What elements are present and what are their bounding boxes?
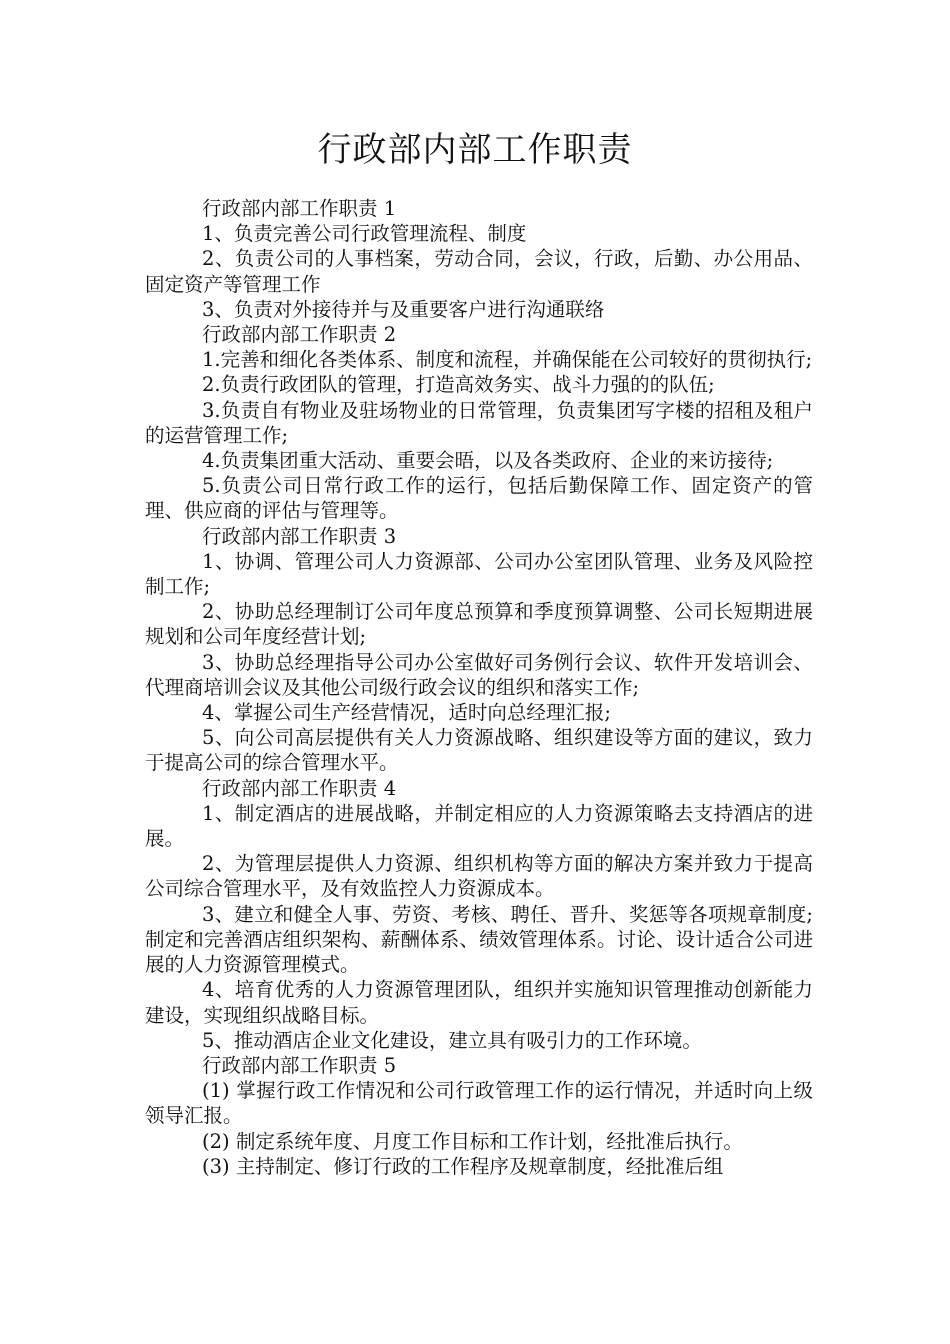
paragraph: (2) 制定系统年度、月度工作目标和工作计划，经批准后执行。 <box>202 1129 743 1153</box>
paragraph: 2、为管理层提供人力资源、组织机构等方面的解决方案并致力于提高公司综合管理水平，及有效监控人力资源成本。 <box>145 852 813 901</box>
section-heading: 行政部内部工作职责 5 <box>202 1053 397 1077</box>
paragraph: 1.完善和细化各类体系、制度和流程，并确保能在公司较好的贯彻执行; <box>202 348 813 372</box>
paragraph: 5、推动酒店企业文化建设，建立具有吸引力的工作环境。 <box>202 1028 702 1052</box>
paragraph: 1、负责完善公司行政管理流程、制度 <box>202 222 527 246</box>
paragraph: 4、培育优秀的人力资源管理团队，组织并实施知识管理推动创新能力建设，实现组织战略目标。 <box>145 978 813 1027</box>
section-heading: 行政部内部工作职责 1 <box>202 197 397 220</box>
paragraph: 3、建立和健全人事、劳资、考核、聘任、晋升、奖惩等各项规章制度;制定和完善酒店组织架构、薪酬体系、绩效管理体系。讨论、设计适合公司进展的人力资源管理模式。 <box>145 902 813 977</box>
paragraph: 2、协助总经理制订公司年度总预算和季度预算调整、公司长短期进展规划和公司年度经营计划; <box>145 600 813 649</box>
paragraph: 3、协助总经理指导公司办公室做好司务例行会议、软件开发培训会、代理商培训会议及其他公司级行政会议的组织和落实工作; <box>145 650 813 699</box>
paragraph: (3) 主持制定、修订行政的工作程序及规章制度，经批准后组 <box>202 1154 724 1178</box>
paragraph: 2.负责行政团队的管理，打造高效务实、战斗力强的的队伍; <box>202 373 715 397</box>
paragraph: 1、制定酒店的进展战略，并制定相应的人力资源策略去支持酒店的进展。 <box>145 801 813 851</box>
paragraph: 4、掌握公司生产经营情况，适时向总经理汇报; <box>202 701 611 725</box>
document-body <box>145 196 813 1179</box>
paragraph: 5.负责公司日常行政工作的运行，包括后勤保障工作、固定资产的管理、供应商的评估与管理等。 <box>145 474 813 523</box>
paragraph: 2、负责公司的人事档案，劳动合同，会议，行政，后勤、办公用品、固定资产等管理工作 <box>145 247 813 296</box>
paragraph: 4.负责集团重大活动、重要会晤，以及各类政府、企业的来访接待; <box>202 449 774 473</box>
section-heading: 行政部内部工作职责 3 <box>202 524 397 548</box>
section-heading: 行政部内部工作职责 4 <box>202 776 397 800</box>
document-title: 行政部内部工作职责 <box>317 130 633 170</box>
paragraph: 1、协调、管理公司人力资源部、公司办公室团队管理、业务及风险控制工作; <box>145 549 813 599</box>
paragraph: (1) 掌握行政工作情况和公司行政管理工作的运行情况，并适时向上级领导汇报。 <box>145 1079 813 1128</box>
section-heading: 行政部内部工作职责 2 <box>202 323 397 347</box>
paragraph: 5、向公司高层提供有关人力资源战略、组织建设等方面的建议，致力于提高公司的综合管理水平。 <box>145 726 813 775</box>
paragraph: 3.负责自有物业及驻场物业的日常管理，负责集团写字楼的招租及租户的运营管理工作; <box>145 398 813 447</box>
paragraph: 3、负责对外接待并与及重要客户进行沟通联络 <box>202 297 605 321</box>
